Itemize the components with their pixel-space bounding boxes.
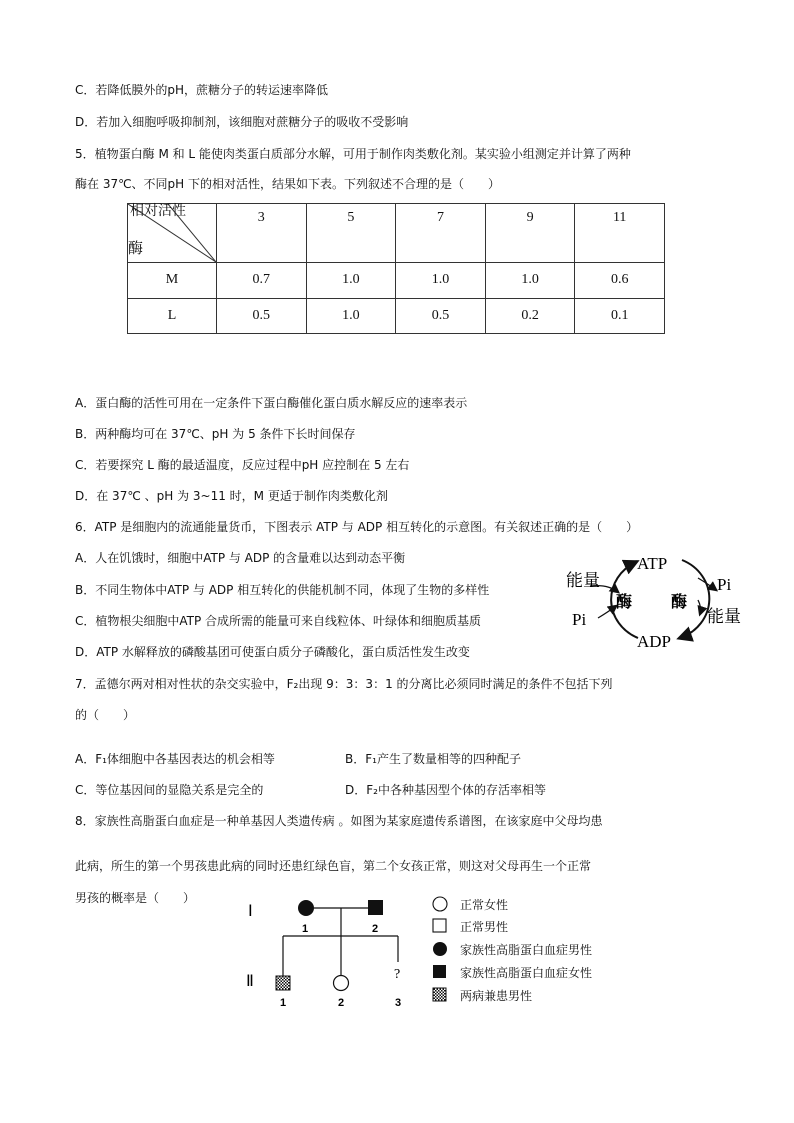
q5-stem-1: 5．植物蛋白酶 M 和 L 能使肉类蛋白质部分水解，可用于制作肉类敷化剂。某实验小组测定并计算了两种 [75, 147, 631, 161]
q7-option-a: A．F₁体细胞中各基因表达的机会相等 [75, 752, 275, 766]
ph-header: 9 [485, 204, 575, 263]
ph-header: 11 [575, 204, 665, 263]
legend-affected-male [432, 941, 593, 962]
activity-cell: 1.0 [306, 263, 396, 299]
activity-cell: 1.0 [306, 298, 396, 334]
activity-cell: 0.5 [217, 298, 307, 334]
q5-option-a: A．蛋白酶的活性可用在一定条件下蛋白酶催化蛋白质水解反应的速率表示 [75, 396, 468, 410]
activity-table [127, 203, 665, 334]
table-row [128, 298, 665, 334]
enzyme-name: M [128, 263, 217, 299]
normal-female-icon [433, 897, 447, 911]
i2-affected-symbol [368, 900, 383, 915]
line-c-prev: C．若降低膜外的pH，蔗糖分子的转运速率降低 [75, 83, 329, 97]
ph-header: 3 [217, 204, 307, 263]
legend-normal-female-label: 正常女性 [460, 898, 509, 912]
ii2-number: 2 [338, 997, 345, 1009]
atp-adp-cycle-diagram [560, 550, 750, 652]
q7-option-b: B．F₁产生了数量相等的四种配子 [345, 752, 521, 766]
q7-stem-1: 7．孟德尔两对相对性状的杂交实验中，F₂出现 9：3：3：1 的分离比必须同时满足的条件不包括下列 [75, 677, 613, 691]
q6-option-b: B．不同生物体中ATP 与 ADP 相互转化的供能机制不同，体现了生物的多样性 [75, 583, 490, 597]
activity-cell: 1.0 [396, 263, 486, 299]
pi-in-label: Pi [572, 610, 587, 629]
i1-number: 1 [302, 923, 309, 935]
legend-affected-male-label: 家族性高脂蛋白血症男性 [460, 943, 593, 957]
ii3-unknown-mark: ? [394, 967, 401, 982]
both-diseases-icon [433, 988, 446, 1001]
arrow-energy-out [698, 600, 701, 614]
activity-cell: 0.6 [575, 263, 665, 299]
legend-affected-female-label: 家族性高脂蛋白血症女性 [460, 966, 593, 980]
legend-normal-male [432, 918, 509, 939]
table-corner-cell [128, 204, 217, 263]
q8-stem-1: 8．家族性高脂蛋白血症是一种单基因人类遗传病 。如图为某家庭遗传系谱图，在该家庭中父母均患 [75, 814, 603, 828]
legend-both-diseases-label: 两病兼患男性 [460, 989, 533, 1003]
normal-male-icon [433, 919, 446, 932]
affected-square-icon [433, 965, 446, 978]
activity-cell: 0.7 [217, 263, 307, 299]
q6-option-a: A．人在饥饿时，细胞中ATP 与 ADP 的含量难以达到动态平衡 [75, 551, 406, 565]
enzyme-right-label: 酶 [671, 592, 688, 611]
enzyme-left-label: 酶 [616, 592, 633, 611]
atp-label: ATP [637, 554, 668, 573]
q6-option-c: C．植物根尖细胞中ATP 合成所需的能量可来自线粒体、叶绿体和细胞质基质 [75, 614, 482, 628]
q7-stem-2: 的（ ） [75, 708, 136, 722]
legend-normal-male-label: 正常男性 [460, 920, 509, 934]
q8-stem-2: 此病，所生的第一个男孩患此病的同时还患红绿色盲，第二个女孩正常，则这对父母再生一个正常 [75, 859, 592, 873]
pi-out-label: Pi [717, 575, 732, 594]
i1-affected-symbol [298, 900, 314, 916]
legend-affected-female [432, 964, 593, 985]
q7-option-d: D．F₂中各种基因型个体的存活率相等 [345, 783, 546, 797]
activity-cell: 1.0 [485, 263, 575, 299]
ii1-number: 1 [280, 997, 287, 1009]
adp-label: ADP [637, 632, 672, 651]
corner-top-label: 相对活性 [130, 204, 186, 219]
i2-number: 2 [372, 923, 379, 935]
activity-cell: 0.5 [396, 298, 486, 334]
activity-cell: 0.1 [575, 298, 665, 334]
legend-normal-female [432, 896, 509, 917]
legend-both-diseases [432, 987, 533, 1008]
q6-stem: 6．ATP 是细胞内的流通能量货币，下图表示 ATP 与 ADP 相互转化的示意图。有关叙述正确的是（ ） [75, 520, 639, 534]
enzyme-name: L [128, 298, 217, 334]
energy-out-label: 能量 [707, 607, 741, 627]
ii3-number: 3 [395, 997, 402, 1009]
q6-option-d: D．ATP 水解释放的磷酸基团可使蛋白质分子磷酸化，蛋白质活性发生改变 [75, 645, 470, 659]
pedigree-chart [240, 892, 430, 1012]
corner-bottom-label: 酶 [128, 241, 144, 257]
activity-cell: 0.2 [485, 298, 575, 334]
generation-i-label: Ⅰ [248, 903, 253, 920]
q5-option-b: B．两种酶均可在 37℃、pH 为 5 条件下长时间保存 [75, 427, 356, 441]
q7-option-c: C．等位基因间的显隐关系是完全的 [75, 783, 264, 797]
ii1-both-diseases-symbol [276, 976, 290, 990]
table-row [128, 263, 665, 299]
ph-header: 5 [306, 204, 396, 263]
ii2-normal-female-symbol [334, 976, 349, 991]
affected-circle-icon [433, 942, 447, 956]
q5-option-d: D．在 37℃ 、pH 为 3~11 时，M 更适于制作肉类敷化剂 [75, 489, 388, 503]
q5-stem-2: 酶在 37℃、不同pH 下的相对活性，结果如下表。下列叙述不合理的是（ ） [75, 177, 501, 191]
line-d-prev: D．若加入细胞呼吸抑制剂，该细胞对蔗糖分子的吸收不受影响 [75, 115, 409, 129]
ph-header: 7 [396, 204, 486, 263]
q8-stem-3: 男孩的概率是（ ） [75, 891, 196, 905]
energy-in-label: 能量 [566, 571, 600, 591]
generation-ii-label: Ⅱ [246, 973, 254, 990]
q5-option-c: C．若要探究 L 酶的最适温度，反应过程中pH 应控制在 5 左右 [75, 458, 410, 472]
